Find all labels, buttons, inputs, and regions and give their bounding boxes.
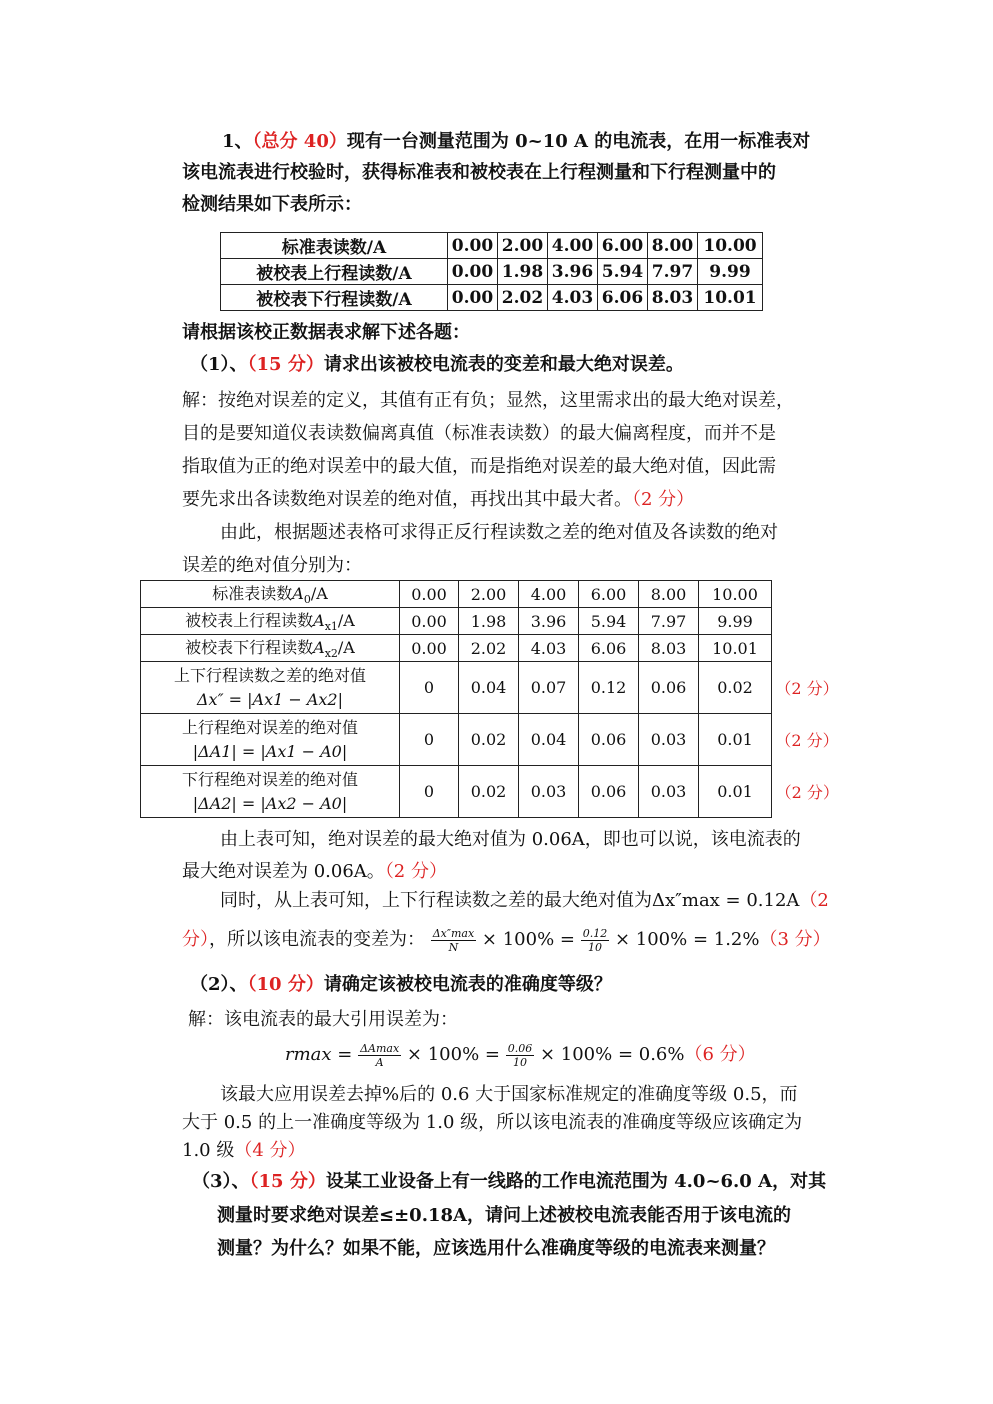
table-cell: 7.97 bbox=[648, 259, 698, 285]
fraction-denominator: 10 bbox=[512, 1055, 527, 1069]
score-mark bbox=[772, 635, 843, 662]
row-formula: |ΔA2| = |Ax2 − A0| bbox=[192, 793, 348, 813]
table-cell: 0.00 bbox=[400, 635, 459, 662]
row-label-text: 标准表读数 bbox=[212, 584, 293, 604]
table-cell: 0.02 bbox=[459, 766, 519, 818]
equation-text: × 100% = 0.6% bbox=[539, 1044, 685, 1065]
fraction-numerator: 0.12 bbox=[582, 926, 608, 940]
table-cell: 1.98 bbox=[459, 608, 519, 635]
paragraph-2-line-2: 误差的绝对值分别为： bbox=[182, 555, 362, 576]
fraction bbox=[581, 927, 610, 954]
instructions: 请根据该校正数据表求解下述各题： bbox=[182, 322, 470, 343]
subquestion-score: （15 分） bbox=[247, 354, 324, 375]
row-label-text: 被校表上行程读数 bbox=[185, 611, 314, 631]
row-symbol-subscript: 0 bbox=[303, 593, 311, 607]
table-row bbox=[221, 259, 763, 285]
table-cell: 10.01 bbox=[698, 285, 763, 311]
row-label bbox=[141, 608, 400, 635]
table-cell: 0.07 bbox=[519, 662, 579, 714]
subquestion-number: （2）、 bbox=[190, 974, 248, 995]
table-cell: 4.00 bbox=[519, 581, 579, 608]
table-cell: 10.00 bbox=[698, 233, 763, 259]
equation-text: × 100% = bbox=[481, 929, 575, 950]
table-cell: 4.03 bbox=[548, 285, 598, 311]
fraction-denominator: 10 bbox=[587, 940, 602, 954]
error-analysis-table bbox=[140, 580, 843, 818]
subquestion-number: （3）、 bbox=[192, 1171, 250, 1192]
subquestion-3-line-1 bbox=[192, 1167, 826, 1197]
table-cell: 1.98 bbox=[498, 259, 548, 285]
score-mark: （4 分） bbox=[234, 1140, 306, 1161]
score-mark: （2 分） bbox=[632, 489, 695, 510]
score-mark bbox=[772, 581, 843, 608]
fraction-numerator: Δx″max bbox=[432, 926, 475, 940]
table-cell: 4.00 bbox=[548, 233, 598, 259]
conclusion-text: 同时，从上表可知，上下行程读数之差的最大绝对值为Δx″max = 0.12A bbox=[220, 890, 800, 911]
conclusion-line-1: 由上表可知，绝对误差的最大绝对值为 0.06A，即也可以说，该电流表的 bbox=[220, 829, 801, 850]
row-label bbox=[141, 581, 400, 608]
score-mark bbox=[772, 608, 843, 635]
question-1-line-3: 检测结果如下表所示： bbox=[182, 194, 362, 215]
table-row bbox=[141, 608, 843, 635]
table-row bbox=[141, 635, 843, 662]
table-cell: 0 bbox=[400, 766, 459, 818]
row-label-text: 上下行程读数之差的绝对值 bbox=[173, 665, 366, 685]
table-row bbox=[221, 285, 763, 311]
row-label: 被校表下行程读数/A bbox=[221, 285, 448, 311]
row-label-text: 被校表下行程读数 bbox=[185, 638, 314, 658]
solution-1-line-4 bbox=[182, 485, 694, 515]
table-cell: 8.03 bbox=[648, 285, 698, 311]
question-number: 1、 bbox=[222, 131, 253, 152]
table-cell: 10.01 bbox=[699, 635, 772, 662]
table-row bbox=[141, 581, 843, 608]
table-cell: 9.99 bbox=[699, 608, 772, 635]
subquestion-score: （15 分） bbox=[249, 1171, 326, 1192]
table-cell: 0.01 bbox=[699, 766, 772, 818]
table-cell: 6.06 bbox=[579, 635, 639, 662]
table-cell: 0.04 bbox=[459, 662, 519, 714]
table-cell: 0.02 bbox=[699, 662, 772, 714]
table-cell: 8.00 bbox=[639, 581, 699, 608]
row-label-text: 下行程绝对误差的绝对值 bbox=[181, 769, 358, 789]
paragraph-3-line-3 bbox=[182, 1136, 306, 1166]
row-unit: /A bbox=[337, 638, 355, 658]
solution-text: 要先求出各读数绝对误差的绝对值，再找出其中最大者。 bbox=[182, 489, 632, 510]
equation-text: × 100% = 1.2% bbox=[614, 929, 760, 950]
table-cell: 5.94 bbox=[598, 259, 648, 285]
subquestion-text: 请求出该被校电流表的变差和最大绝对误差。 bbox=[323, 354, 684, 375]
fraction-denominator: N bbox=[448, 940, 459, 954]
table-row bbox=[221, 233, 763, 259]
table-cell: 2.00 bbox=[459, 581, 519, 608]
question-score: （总分 40） bbox=[252, 131, 347, 152]
question-text: 现有一台测量范围为 0~10 A 的电流表，在用一标准表对 bbox=[346, 131, 811, 152]
table-cell: 0 bbox=[400, 714, 459, 766]
conclusion-text: 最大绝对误差为 0.06A。 bbox=[182, 861, 385, 882]
table-cell: 6.00 bbox=[598, 233, 648, 259]
score-mark: 分） bbox=[182, 929, 209, 950]
table-cell: 0.00 bbox=[448, 285, 498, 311]
table-cell: 0.12 bbox=[579, 662, 639, 714]
fraction bbox=[431, 927, 476, 954]
score-mark: （6 分） bbox=[684, 1044, 756, 1065]
fraction-denominator: A bbox=[375, 1055, 384, 1069]
table-cell: 0.06 bbox=[639, 662, 699, 714]
table-cell: 0.01 bbox=[699, 714, 772, 766]
table-cell: 0.03 bbox=[519, 766, 579, 818]
table-row bbox=[141, 766, 843, 818]
fraction-numerator: 0.06 bbox=[507, 1041, 533, 1055]
table-cell: 0.00 bbox=[400, 581, 459, 608]
score-mark: （2 bbox=[799, 890, 829, 911]
question-1-line-2: 该电流表进行校验时，获得标准表和被校表在上行程测量和下行程测量中的 bbox=[182, 162, 776, 183]
fraction bbox=[506, 1042, 535, 1069]
question-1-line-1 bbox=[222, 127, 810, 157]
table-cell: 9.99 bbox=[698, 259, 763, 285]
row-symbol: A bbox=[313, 611, 325, 631]
table-cell: 0 bbox=[400, 662, 459, 714]
table-cell: 0.03 bbox=[639, 766, 699, 818]
calibration-table bbox=[220, 232, 763, 311]
table-cell: 3.96 bbox=[519, 608, 579, 635]
table-cell: 2.02 bbox=[498, 285, 548, 311]
solution-2-equation bbox=[285, 1040, 756, 1070]
table-cell: 6.00 bbox=[579, 581, 639, 608]
table-cell: 4.03 bbox=[519, 635, 579, 662]
table-cell: 8.00 bbox=[648, 233, 698, 259]
row-symbol: A bbox=[292, 584, 304, 604]
row-label bbox=[141, 714, 400, 766]
subquestion-3-line-2: 测量时要求绝对误差≤±0.18A，请问上述被校电流表能否用于该电流的 bbox=[217, 1205, 791, 1226]
solution-1-line-1: 解：按绝对误差的定义，其值有正有负；显然，这里需求出的最大绝对误差， bbox=[182, 390, 794, 411]
row-symbol-subscript: x2 bbox=[324, 647, 338, 661]
row-symbol: A bbox=[313, 638, 325, 658]
table-cell: 0.04 bbox=[519, 714, 579, 766]
conclusion-line-4 bbox=[182, 925, 831, 955]
table-cell: 0.03 bbox=[639, 714, 699, 766]
row-label bbox=[141, 766, 400, 818]
table-cell: 2.00 bbox=[498, 233, 548, 259]
table-row bbox=[141, 714, 843, 766]
score-mark: （2 分） bbox=[775, 679, 839, 698]
row-formula: Δx″ = |Ax1 − Ax2| bbox=[196, 689, 343, 709]
table-cell: 0.00 bbox=[448, 233, 498, 259]
table-cell: 2.02 bbox=[459, 635, 519, 662]
table-cell: 0.00 bbox=[448, 259, 498, 285]
table-cell: 8.03 bbox=[639, 635, 699, 662]
table-cell: 10.00 bbox=[699, 581, 772, 608]
paragraph-2-line-1: 由此，根据题述表格可求得正反行程读数之差的绝对值及各读数的绝对 bbox=[220, 522, 778, 543]
table-cell: 0.06 bbox=[579, 766, 639, 818]
subquestion-text: 设某工业设备上有一线路的工作电流范围为 4.0~6.0 A，对其 bbox=[325, 1171, 827, 1192]
table-cell: 7.97 bbox=[639, 608, 699, 635]
row-label bbox=[141, 662, 400, 714]
subquestion-number: （1）、 bbox=[190, 354, 248, 375]
paragraph-3-line-2: 大于 0.5 的上一准确度等级为 1.0 级，所以该电流表的准确度等级应该确定为 bbox=[182, 1112, 803, 1133]
subquestion-1 bbox=[190, 350, 684, 380]
table-row bbox=[141, 662, 843, 714]
paragraph-text: 1.0 级 bbox=[182, 1140, 235, 1161]
subquestion-score: （10 分） bbox=[247, 974, 324, 995]
table-cell: 5.94 bbox=[579, 608, 639, 635]
row-label bbox=[141, 635, 400, 662]
subquestion-text: 请确定该被校电流表的准确度等级？ bbox=[323, 974, 612, 995]
conclusion-line-2 bbox=[182, 857, 447, 887]
row-formula: |ΔA1| = |Ax1 − A0| bbox=[192, 741, 348, 761]
paragraph-3-line-1: 该最大应用误差去掉%后的 0.6 大于国家标准规定的准确度等级 0.5，而 bbox=[220, 1084, 798, 1105]
solution-2-line-1: 解：该电流表的最大引用误差为： bbox=[188, 1009, 458, 1030]
conclusion-line-3 bbox=[220, 886, 829, 916]
row-unit: /A bbox=[310, 584, 328, 604]
solution-1-line-3: 指取值为正的绝对误差中的最大值，而是指绝对误差的最大绝对值，因此需 bbox=[182, 456, 776, 477]
score-mark: （2 分） bbox=[775, 783, 839, 802]
fraction bbox=[358, 1042, 401, 1069]
score-mark: （2 分） bbox=[384, 861, 447, 882]
score-mark: （3 分） bbox=[759, 929, 831, 950]
conclusion-text: ，所以该电流表的变差为： bbox=[209, 929, 425, 950]
table-cell: 0.02 bbox=[459, 714, 519, 766]
row-label: 标准表读数/A bbox=[221, 233, 448, 259]
row-label-text: 上行程绝对误差的绝对值 bbox=[181, 717, 358, 737]
subquestion-2 bbox=[190, 970, 612, 1000]
equation-text: rmax = bbox=[285, 1044, 353, 1065]
table-cell: 3.96 bbox=[548, 259, 598, 285]
subquestion-3-line-3: 测量？为什么？如果不能，应该选用什么准确度等级的电流表来测量？ bbox=[217, 1238, 775, 1259]
score-mark: （2 分） bbox=[775, 731, 839, 750]
row-unit: /A bbox=[337, 611, 355, 631]
table-cell: 0.00 bbox=[400, 608, 459, 635]
solution-1-line-2: 目的是要知道仪表读数偏离真值（标准表读数）的最大偏离程度，而并不是 bbox=[182, 423, 776, 444]
table-cell: 6.06 bbox=[598, 285, 648, 311]
fraction-numerator: ΔAmax bbox=[360, 1041, 400, 1055]
equation-text: × 100% = bbox=[406, 1044, 500, 1065]
table-cell: 0.06 bbox=[579, 714, 639, 766]
row-symbol-subscript: x1 bbox=[324, 620, 338, 634]
row-label: 被校表上行程读数/A bbox=[221, 259, 448, 285]
